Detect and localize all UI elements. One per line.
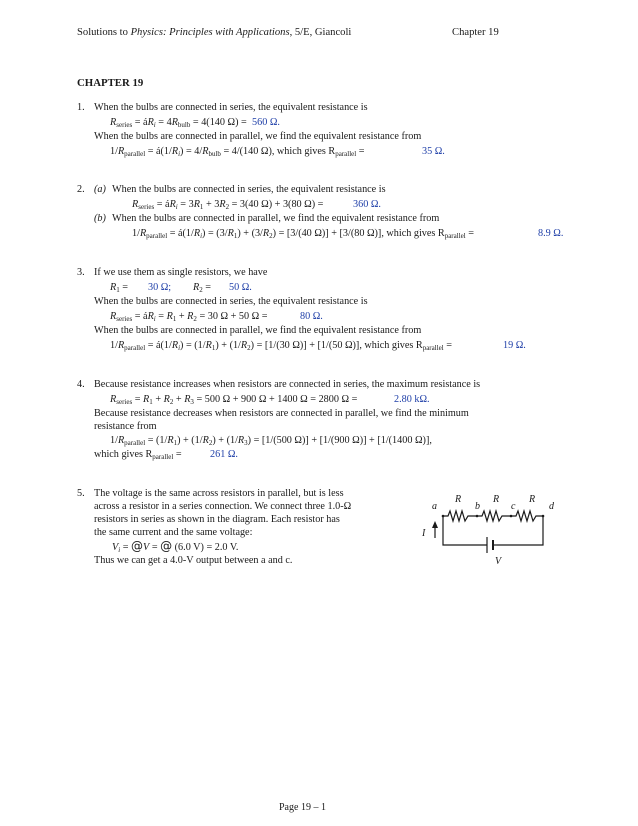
answer: 560 Ω. (252, 117, 280, 128)
resistor-label: R (529, 494, 536, 505)
answer: 30 Ω; (148, 282, 172, 293)
problem-number: 2. (77, 184, 85, 195)
answer: 261 Ω. (210, 449, 238, 460)
answer: 80 Ω. (300, 311, 323, 322)
text-line: When the bulbs are connected in parallel, we find the equivalent resistance from (94, 131, 422, 142)
wire (497, 516, 543, 545)
answer: 35 Ω. (422, 146, 445, 157)
text-line: resistance from (94, 421, 157, 432)
equation-line: $R_1$ = (110, 282, 129, 294)
resistor-label: R (493, 494, 500, 505)
text-line: When the bulbs are connected in series, the equivalent resistance is (94, 102, 368, 113)
page-number: Page 19 – 1 (279, 802, 326, 813)
equation-line: $1/R_{parallel} = (1/R_1) + (1/R_2) + (1/R_3) = [1/(500$ Ω)] + [1/(900 Ω)] + [1/(1400 Ω)], (110, 435, 432, 447)
equation-line: $R_2$ = (193, 282, 212, 294)
text-line: resistors in series as shown in the diagram. Each resistor has (94, 514, 340, 525)
equation-line: $1/R_{parallel}$ = $á(1/R_i) = (1/R_1) + (1/R_2) = [1/(30$ Ω)] + [1/(50 Ω)], which gives $R_{parallel}$ = (110, 340, 452, 352)
problem-number: 1. (77, 102, 85, 113)
text-line: Because resistance increases when resistors are connected in series, the maximum resistance is (94, 379, 481, 390)
answer: 360 Ω. (353, 199, 381, 210)
circuit-diagram (415, 488, 575, 568)
equation-line: $V_i$ = @V = @ (6.0 V) = 2.0 V. (112, 539, 239, 554)
running-header-left: Solutions to Physics: Principles with Applications, 5/E, Giancoli (77, 27, 352, 38)
resistor-1 (443, 511, 477, 521)
problem-number: 4. (77, 379, 85, 390)
text-line: If we use them as single resistors, we have (94, 267, 268, 278)
equation-line: $R_{series}$ = $áR_i = R_1 + R_2 = 30$ Ω + 50 Ω = (110, 311, 268, 323)
equation-line: $R_{series}$ = $áR_i = 4R_{bulb} = 4(140$ Ω) = (110, 117, 247, 129)
text-line: When the bulbs are connected in parallel, we find the equivalent resistance from (94, 325, 422, 336)
current-label: I (422, 528, 426, 539)
text-line: which gives $R_{parallel}$ = (94, 449, 182, 461)
node-label-b: b (475, 501, 480, 512)
answer: 50 Ω. (229, 282, 252, 293)
chapter-title: CHAPTER 19 (77, 77, 144, 89)
answer: 2.80 kΩ. (394, 394, 430, 405)
answer: 8.9 Ω. (538, 228, 564, 239)
text-line: The voltage is the same across resistors in parallel, but is less (94, 488, 344, 499)
text-line: Because resistance decreases when resistors are connected in parallel, we find the minimum (94, 408, 469, 419)
resistor-3 (511, 511, 543, 521)
text-line: When the bulbs are connected in series, the equivalent resistance is (94, 296, 368, 307)
equation-line: $1/R_{parallel}$ = $á(1/R_i) = 4/R_{bulb} = 4/(140$ Ω), which gives $R_{parallel}$ = (110, 146, 365, 158)
text-line: across a resistor in a series connection. We connect three 1.0-Ω (94, 501, 352, 512)
problem-number: 5. (77, 488, 85, 499)
text-line: When the bulbs are connected in series, the equivalent resistance is (112, 184, 386, 195)
part-label: (a) (94, 184, 106, 195)
part-label: (b) (94, 213, 106, 224)
problem-number: 3. (77, 267, 85, 278)
text-line: When the bulbs are connected in parallel, we find the equivalent resistance from (112, 213, 440, 224)
voltage-label: V (495, 556, 502, 567)
equation-line: $R_{series} = R_1 + R_2 + R_3 = 500$ Ω + 900 Ω + 1400 Ω = 2800 Ω = (110, 394, 358, 406)
node-label-c: c (511, 501, 516, 512)
equation-line: $1/R_{parallel}$ = $á(1/R_i) = (3/R_1) + (3/R_2) = [3/(40$ Ω)] + [3/(80 Ω)], which gives $R_{parallel}$ = (132, 228, 474, 240)
equation-line: $R_{series}$ = $áR_i = 3R_1 + 3R_2 = 3(40$ Ω) + 3(80 Ω) = (132, 199, 324, 211)
answer: 19 Ω. (503, 340, 526, 351)
node-label-a: a (432, 501, 437, 512)
running-header-right: Chapter 19 (452, 27, 499, 38)
text-line: the same current and the same voltage: (94, 527, 253, 538)
node-label-d: d (549, 501, 554, 512)
text-line: Thus we can get a 4.0-V output between a and c. (94, 555, 293, 566)
resistor-2 (477, 511, 511, 521)
resistor-label: R (455, 494, 462, 505)
